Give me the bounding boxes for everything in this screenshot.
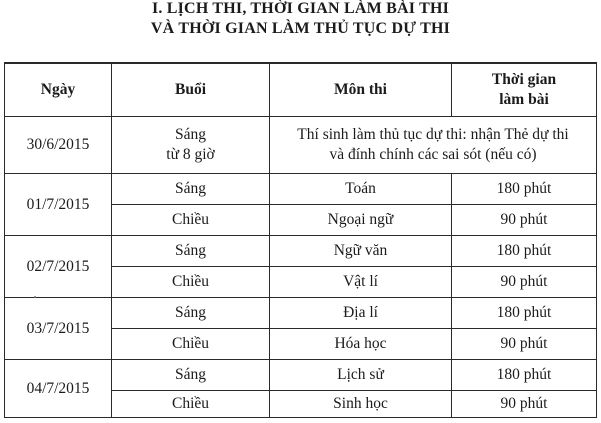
date-cell: 01/7/2015 <box>5 174 112 236</box>
session-cell: Sáng <box>112 360 270 391</box>
duration-cell: 90 phút <box>452 205 597 236</box>
scan-speck <box>34 296 36 298</box>
subject-cell: Ngữ văn <box>270 236 452 267</box>
duration-cell: 180 phút <box>452 360 597 391</box>
session-line-1: Sáng <box>175 126 206 143</box>
session-cell: Chiều <box>112 391 270 418</box>
date-cell: 04/7/2015 <box>5 360 112 418</box>
table-row <box>5 236 597 267</box>
session-line-2: từ 8 giờ <box>166 146 215 163</box>
header-date: Ngày <box>5 63 112 117</box>
session-cell <box>112 117 270 174</box>
registration-note-line-1: Thí sinh làm thủ tục dự thi: nhận Thẻ dự thi <box>297 126 569 143</box>
subject-cell: Hóa học <box>270 329 452 360</box>
subject-cell: Vật lí <box>270 267 452 298</box>
table-row <box>5 298 597 329</box>
header-duration <box>452 63 597 117</box>
session-cell: Sáng <box>112 174 270 205</box>
session-cell: Chiều <box>112 329 270 360</box>
subject-cell: Toán <box>270 174 452 205</box>
duration-cell: 90 phút <box>452 391 597 418</box>
section-title-line-1: I. LỊCH THI, THỜI GIAN LÀM BÀI THI <box>151 0 450 17</box>
date-cell: 02/7/2015 <box>5 236 112 298</box>
header-subject: Môn thi <box>270 63 452 117</box>
subject-cell: Lịch sử <box>270 360 452 391</box>
header-row <box>5 63 597 117</box>
header-duration-line-1: Thời gian <box>491 71 557 88</box>
session-cell: Chiều <box>112 267 270 298</box>
duration-cell: 90 phút <box>452 267 597 298</box>
table-row <box>5 360 597 391</box>
session-cell: Sáng <box>112 236 270 267</box>
section-title-line-2: VÀ THỜI GIAN LÀM THỦ TỤC DỰ THI <box>150 20 451 37</box>
registration-note-line-2: và đính chính các sai sót (nếu có) <box>329 146 537 163</box>
session-cell: Chiều <box>112 205 270 236</box>
duration-cell: 180 phút <box>452 236 597 267</box>
exam-schedule-table <box>4 62 597 418</box>
table-row <box>5 117 597 174</box>
subject-cell: Ngoại ngữ <box>270 205 452 236</box>
table-row <box>5 174 597 205</box>
header-duration-line-2: làm bài <box>499 91 549 108</box>
registration-note-cell <box>270 117 597 174</box>
duration-cell: 180 phút <box>452 298 597 329</box>
date-cell: 03/7/2015 <box>5 298 112 360</box>
subject-cell: Sinh học <box>270 391 452 418</box>
duration-cell: 180 phút <box>452 174 597 205</box>
duration-cell: 90 phút <box>452 329 597 360</box>
session-cell: Sáng <box>112 298 270 329</box>
header-session: Buổi <box>112 63 270 117</box>
subject-cell: Địa lí <box>270 298 452 329</box>
date-cell: 30/6/2015 <box>5 117 112 174</box>
